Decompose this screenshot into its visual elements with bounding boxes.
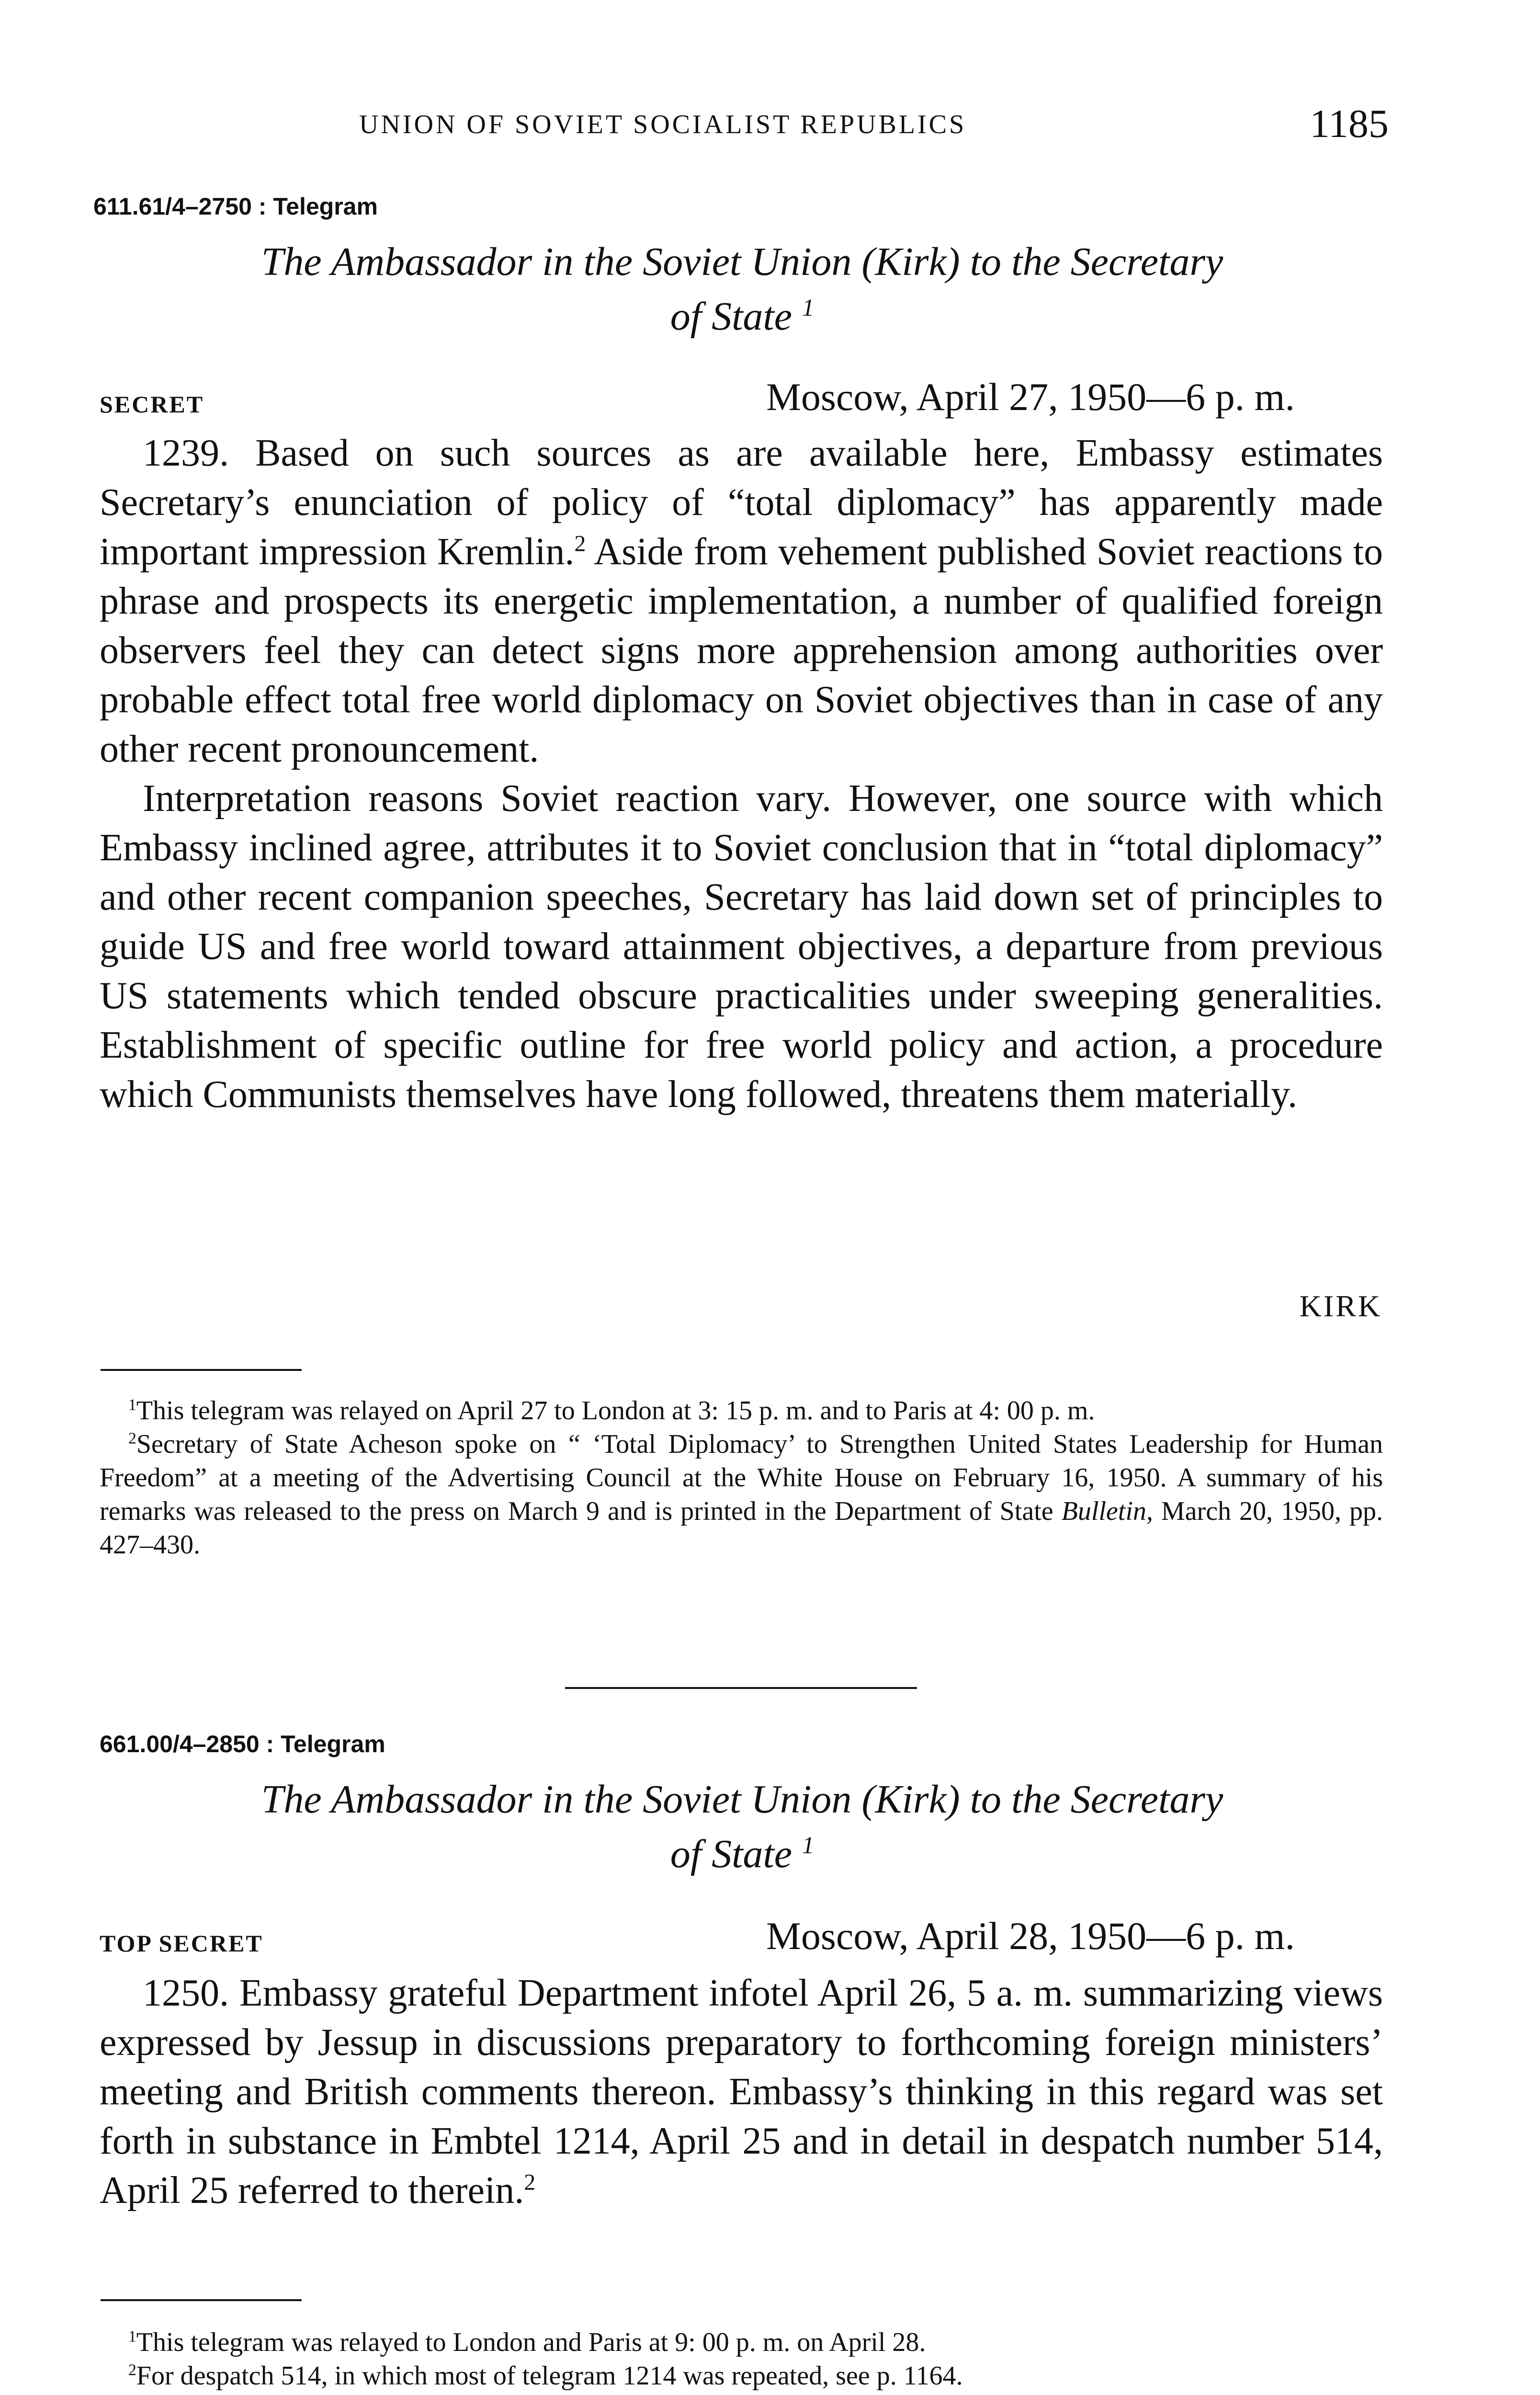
doc1-body bbox=[100, 429, 1383, 1119]
doc2-p1-text: 1250. Embassy grateful Department infotel April 26, 5 a. m. summarizing views expressed by Jessup in discussions preparatory to forthcoming foreign ministers’ meeting and British comments thereon. Embassy’s thinking in this regard was set forth in substance in Embtel 1214, April 25 and in detail in despatch number 514, April 25 referred to therein. bbox=[100, 1972, 1383, 2212]
doc1-title-line1: The Ambassador in the Soviet Union (Kirk) to the Secretary bbox=[261, 240, 1223, 284]
doc1-title-line2: of State bbox=[670, 294, 793, 339]
doc1-fn1-text: This telegram was relayed on April 27 to London at 3: 15 p. m. and to Paris at 4: 00 p. m. bbox=[136, 1396, 1095, 1426]
doc1-fn2-text-cont: March 20, 1950, pp. 427–430. bbox=[100, 1496, 1383, 1560]
doc2-classification: TOP SECRET bbox=[100, 1930, 263, 1957]
doc2-title-footnote-marker: 1 bbox=[802, 1832, 815, 1859]
doc2-file-number: 661.00/4–2850 : Telegram bbox=[100, 1731, 385, 1757]
doc2-title bbox=[96, 1772, 1389, 1882]
doc2-fn1-text: This telegram was relayed to London and Paris at 9: 00 p. m. on April 28. bbox=[136, 2327, 926, 2357]
doc1-fn1-marker: 1 bbox=[128, 1396, 136, 1414]
running-head-title: UNION OF SOVIET SOCIALIST REPUBLICS bbox=[359, 110, 967, 139]
doc2-title-line2: of State bbox=[670, 1832, 793, 1876]
doc2-paragraph-1 bbox=[100, 1969, 1383, 2215]
doc1-file-number: 611.61/4–2750 : Telegram bbox=[93, 193, 378, 220]
doc2-fn2-marker: 2 bbox=[128, 2361, 136, 2379]
doc2-fn2-text: For despatch 514, in which most of telegram 1214 was repeated, see p. 1164. bbox=[136, 2361, 963, 2391]
doc1-paragraph-1 bbox=[100, 429, 1383, 774]
doc1-footnotes bbox=[100, 1394, 1383, 1562]
doc1-footnote-1 bbox=[100, 1394, 1383, 1427]
doc1-fn2-text: Secretary of State Acheson spoke on “ ‘Total Diplomacy’ to Strengthen United States Leadership for Human Freedom” at a meeting of the Advertising Council at the White House on February 16, 1950. A summary of his remarks was released to the press on March 9 and is printed in the Department of State bbox=[100, 1429, 1383, 1526]
doc1-footnote-2 bbox=[100, 1427, 1383, 1562]
page-number: 1185 bbox=[1310, 102, 1389, 146]
doc1-title-footnote-marker: 1 bbox=[802, 294, 815, 321]
doc1-title bbox=[96, 235, 1389, 344]
doc1-fn2-marker: 2 bbox=[128, 1429, 136, 1448]
doc2-footnotes bbox=[100, 2326, 1383, 2393]
doc1-fn2-italic: Bulletin, bbox=[1061, 1496, 1153, 1526]
doc1-p2-text: Interpretation reasons Soviet reaction vary. However, one source with which Embassy inclined agree, attributes it to Soviet conclusion that in “total diplomacy” and other recent companion speeches, Secretary has laid down set of principles to guide US and free world toward attainment objectives, a departure from previous US statements which tended obscure practicalities under sweeping generalities. Establishment of specific outline for free world policy and action, a procedure which Communists themselves have long followed, threatens them materially. bbox=[100, 777, 1383, 1116]
doc1-p1-text: 1239. Based on such sources as are available here, Embassy estimates Secretary’s enunciation of policy of “total diplomacy” has apparently made important impression Kremlin. bbox=[100, 432, 1383, 573]
doc2-p1-footnote-marker: 2 bbox=[524, 2169, 536, 2195]
doc2-body bbox=[100, 1969, 1383, 2215]
doc1-p1-footnote-marker: 2 bbox=[574, 531, 586, 557]
doc2-title-line1: The Ambassador in the Soviet Union (Kirk) to the Secretary bbox=[261, 1777, 1223, 1822]
doc2-fn1-marker: 1 bbox=[128, 2327, 136, 2346]
section-divider bbox=[565, 1687, 917, 1689]
doc1-classification: SECRET bbox=[100, 391, 204, 418]
doc1-p1-text-cont: Aside from vehement published Soviet reactions to phrase and prospects its energetic implementation, a number of qualified foreign observers feel they can detect signs more apprehension among authorities over probable effect total free world diplomacy on Soviet objectives than in case of any other recent pronouncement. bbox=[100, 531, 1383, 770]
doc1-footnote-rule bbox=[101, 1369, 302, 1371]
doc2-footnote-2 bbox=[100, 2359, 1383, 2393]
doc1-paragraph-2 bbox=[100, 774, 1383, 1119]
doc1-signature: KIRK bbox=[1299, 1289, 1382, 1323]
doc2-footnote-rule bbox=[101, 2299, 302, 2301]
doc1-dateline: Moscow, April 27, 1950—6 p. m. bbox=[766, 375, 1295, 419]
doc2-dateline: Moscow, April 28, 1950—6 p. m. bbox=[766, 1914, 1295, 1958]
doc2-footnote-1 bbox=[100, 2326, 1383, 2359]
